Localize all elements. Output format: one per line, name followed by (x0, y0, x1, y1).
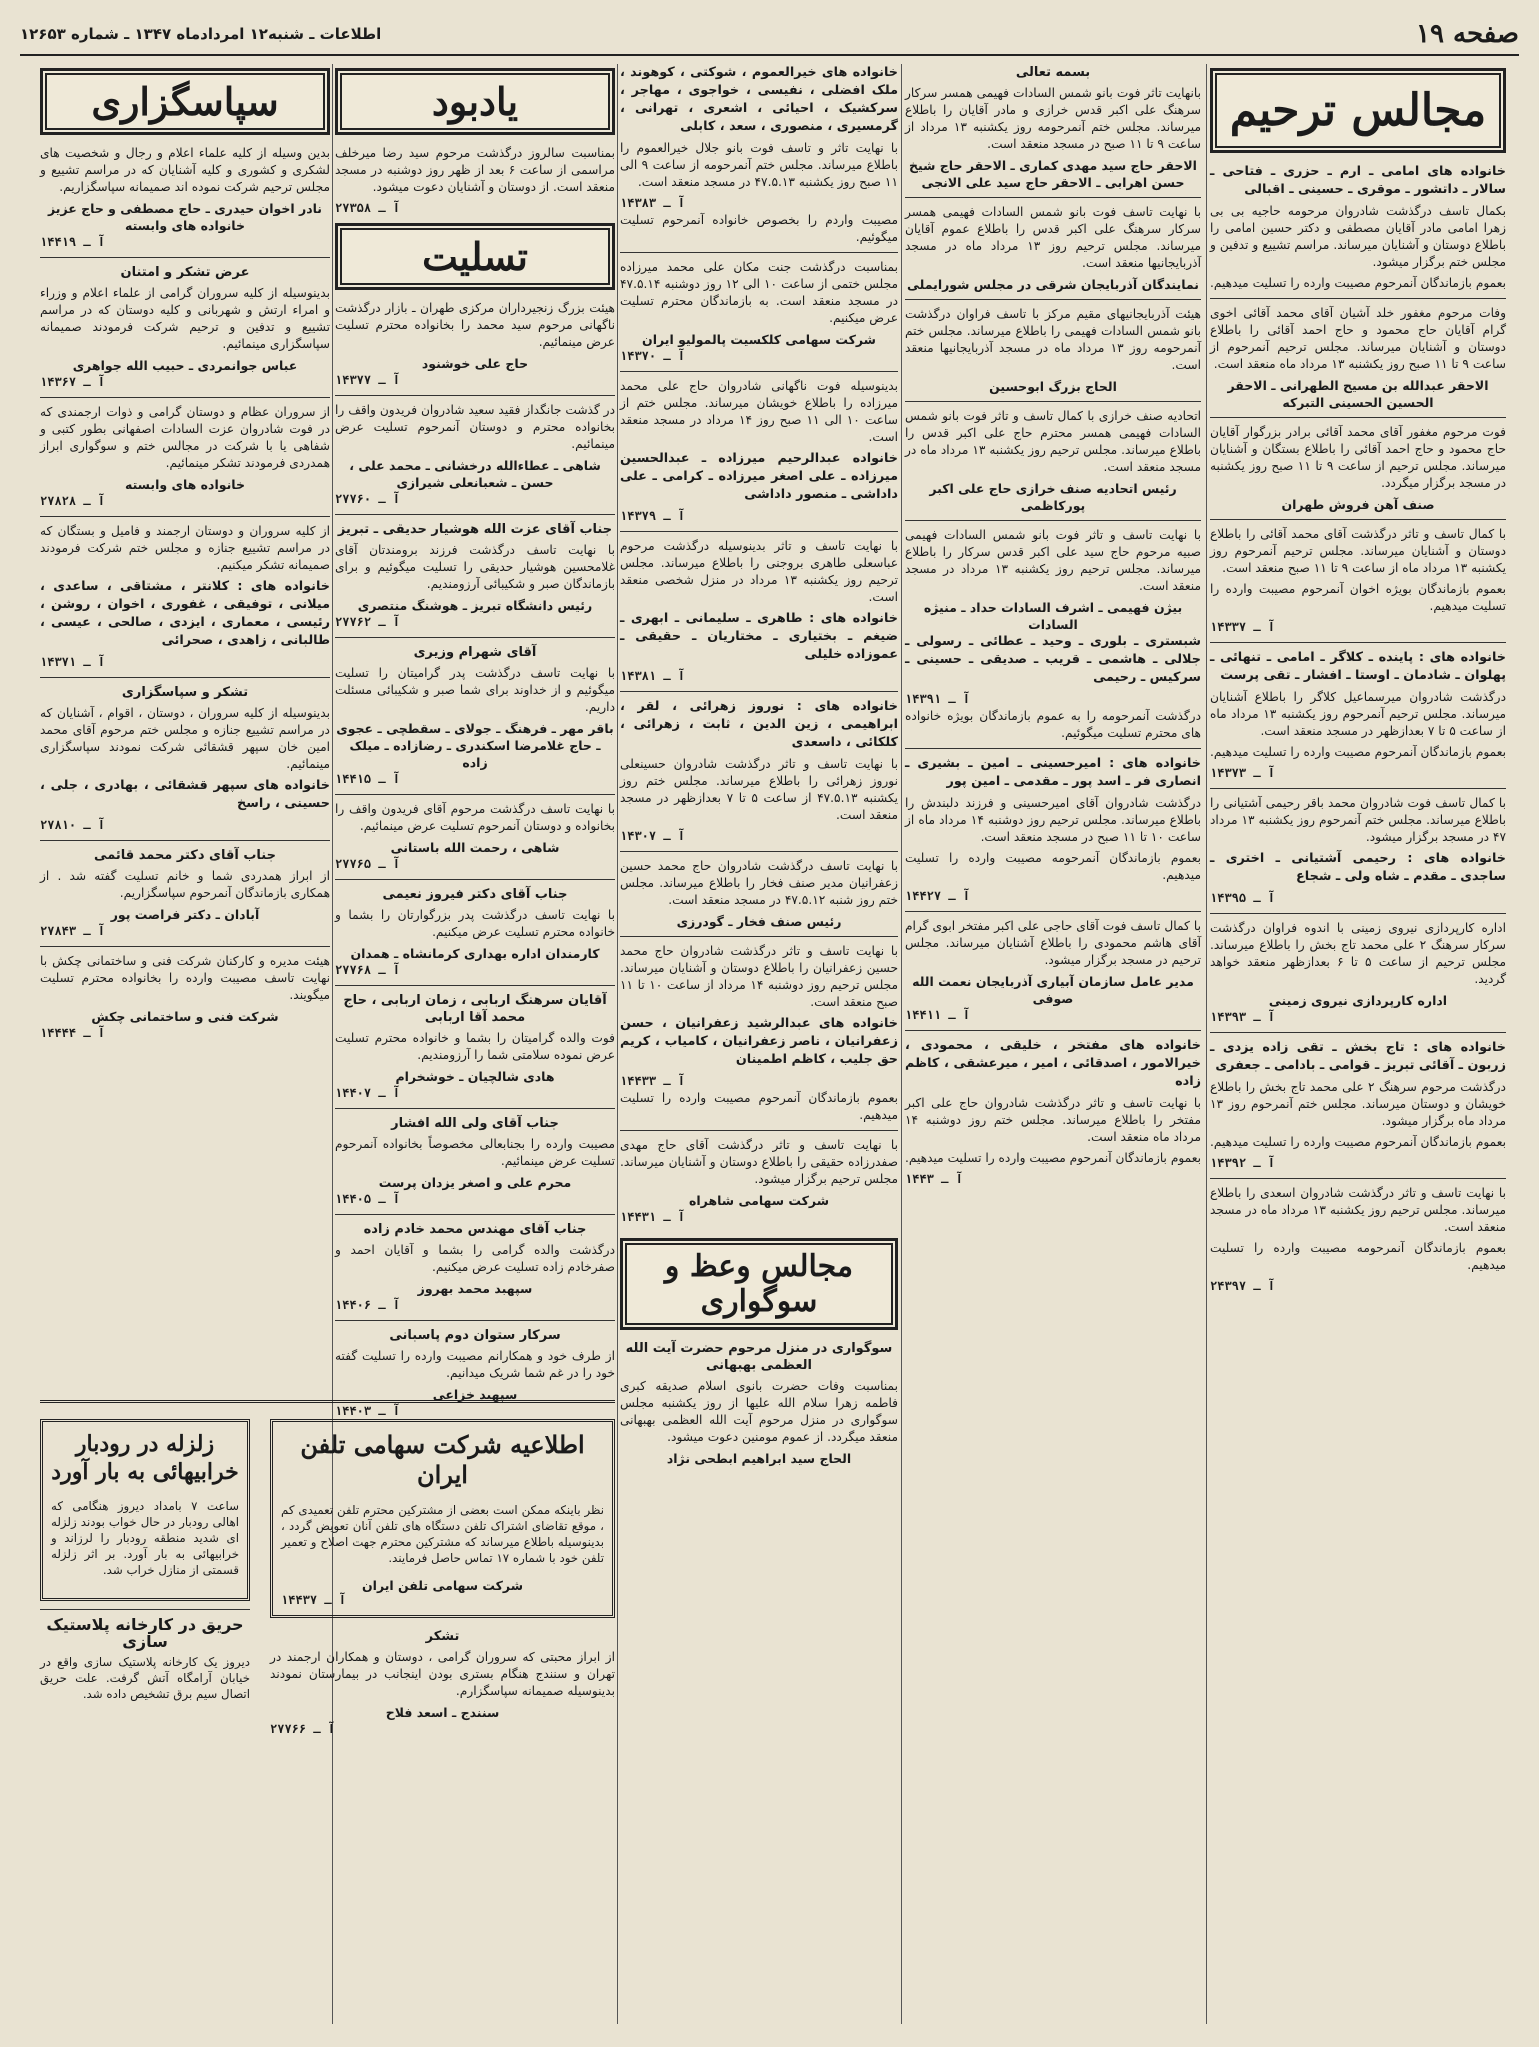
notice-close: بعموم بازماندگان آنمرحوم مصیبت وارده را تسلیت میدهیم. (1210, 276, 1506, 290)
notice-body: با نهایت تاسف و تاثر فوت بانو شمس السادات فهیمی صبیه مرحوم حاج سید علی اکبر قدس سرکار را باطلاع میرساند. مجلس ترحیم روز یکشنبه ۱۳ مرداد در مسجد منعقد است. (905, 528, 1202, 593)
divider (620, 691, 898, 692)
signature: باقر مهر ـ فرهنگ ـ جولای ـ سقطچی ـ عجوی ـ حاج غلامرضا اسکندری ـ رضازاده ـ میلک زاده (336, 721, 614, 770)
signature: هادی شالچیان ـ خوشخرام (395, 1069, 555, 1084)
notice-body: اتحادیه صنف خرازی با کمال تاسف و تاثر فوت بانو شمس السادات فهیمی همسر محترم حاج علی اکبر قدس را باطلاع میرساند. مجلس ترحیم روز یکشنبه ۱۳ مرداد ماه در مسجد منعقد است. (905, 409, 1202, 474)
signature: رئیس صنف فخار ـ گودرزی (676, 914, 842, 929)
signature: سپهبد محمد بهروز (417, 1281, 533, 1296)
signature: شرکت سهامی شاهراه (689, 1193, 829, 1208)
ad-code: آ ـ ۲۷۷۶۰ (335, 492, 401, 506)
notice (620, 943, 898, 1124)
notice-body: درگذشت شادروان میرسماعیل کلاگر را باطلاع آشنایان میرساند. مجلس ترحیم آنمرحوم روز یکشنبه ۱۳ مرداد ماه از ساعت ۵ تا ۷ بعدازظهر در مسجد منعقد است. (1210, 690, 1506, 738)
signature: سنندج ـ اسعد فلاح (385, 1704, 500, 1720)
notice (270, 1628, 615, 1738)
signature: شرکت فنی و ساختمانی چکش (91, 1009, 279, 1024)
divider (905, 911, 1201, 912)
divider (620, 1130, 898, 1131)
divider (1210, 1178, 1506, 1179)
notice (905, 918, 1201, 1024)
ad-code: آ ـ ۱۴۳۳۷ (1210, 620, 1276, 634)
notice-close: درگذشت آنمرحومه را به عموم بازماندگان بویژه خانواده های محترم تسلیت میگوئیم. (905, 709, 1201, 740)
notice (905, 64, 1201, 191)
notice (1210, 649, 1506, 782)
families: خانواده های : تاج بخش ـ تقی زاده یزدی ـ زربون ـ آقائی تبریز ـ قوامی ـ بادامی ـ جعفری (1210, 1040, 1506, 1073)
notice-title: جناب آقای دکتر محمد قائمی (94, 848, 276, 863)
ad-code: آ ـ ۱۴۳۷۱ (40, 655, 106, 669)
news-body: ساعت ۷ بامداد دیروز هنگامی که اهالی رودبار در حال خواب بودند زلزله ای شدید منطقه رودبار را لرزاند و خرابیهائی به بار آورد. بر اثر زلزله قسمتی از منازل خراب شد. (51, 1498, 239, 1577)
ad-code: آ ـ ۱۴۳۹۲ (1210, 1156, 1276, 1170)
ad-code: آ ـ ۲۷۸۴۳ (40, 924, 106, 938)
notice-title: آقایان سرهنگ اربابی ، زمان اربابی ، حاج محمد آقا اربابی (343, 993, 607, 1025)
news-box (40, 1419, 250, 1601)
divider (620, 252, 898, 253)
notice-title: جناب آقای مهندس محمد خادم زاده (363, 1222, 587, 1237)
divider (1210, 642, 1506, 643)
column-obituaries (1210, 64, 1506, 2024)
column-rule (1206, 64, 1207, 2024)
notice-close: بعموم بازماندگان آنمرحومه مصیبت وارده را تسلیت میدهیم. (1210, 1241, 1506, 1272)
families: خانواده های : رحیمی آشتیانی ـ اختری ـ ساجدی ـ مقدم ـ شاه ولی ـ شجاع (1210, 851, 1506, 884)
divider (335, 514, 615, 515)
notice-body: فوت مرحوم مغفور آقای محمد آقائی برادر بزرگوار آقایان حاج محمود و حاج احمد آقائی را باطلاع بستگان و آشنایان میرساند. مجلس ترحیم از ساعت ۹ تا ۱۱ صبح روز یکشنبه در مسجد برگزار میگردد. (1210, 425, 1507, 490)
ad-code: آ ـ ۱۴۳۰۷ (620, 829, 686, 843)
notice (40, 684, 330, 834)
notice (335, 1115, 615, 1208)
notice-body: با نهایت تاسف درگذشت پدر گرامیتان را تسلیت میگوئیم و از خداوند برای شما صبر و شکیبائی مسئلت داریم. (335, 666, 615, 714)
signature: نادر اخوان حیدری ـ حاج مصطفی و حاج عزیز خانواده های وابسته (47, 201, 322, 233)
notice-body: هیئت بزرگ زنجیرداران مرکزی طهران ـ بازار درگذشت ناگهانی مرحوم سید محمد را بخانواده محترم تسلیت عرض مینمائیم. (335, 301, 615, 349)
families: خانواده عبدالرحیم میرزاده ـ عبدالحسین میرزاده ـ علی اصغر میرزاده ـ کرامی ـ علی داداشی ـ منصور داداشی (620, 451, 898, 502)
ad-code: آ ـ ۲۷۷۶۲ (335, 615, 401, 629)
column-rule (617, 64, 618, 2024)
issue-meta: اطلاعات ـ شنبه۱۲ امردادماه ۱۳۴۷ ـ شماره ۱۲۶۵۳ (20, 25, 382, 43)
signature: عباس جوانمردی ـ حبیب الله جواهری (72, 358, 298, 373)
signature: نمایندگان آذربایجان شرقی در مجلس شورایملی (907, 277, 1199, 292)
notice (905, 755, 1201, 905)
ad-code: آ ـ ۱۴۴۱۹ (40, 235, 106, 249)
notice (905, 527, 1201, 742)
notice (1210, 1039, 1506, 1172)
divider (905, 401, 1201, 402)
families: خانواده های مفتخر ، خلیقی ، محمودی ، خیرالامور ، اصدقائی ، امیر ، میرعشقی ، کاظم زاده (905, 1038, 1201, 1089)
notice-body: درگذشت شادروان آقای امیرحسینی و فرزند دلبندش را باطلاع میرساند. مجلس ترحیم روز دوشنبه ۱۴ مرداد ماه از ساعت ۱۰ تا ۱۱ صبح در مسجد منعقد است. (905, 796, 1201, 844)
notice (40, 264, 330, 391)
news-items (40, 1411, 250, 1708)
notice-title: تشکر و سپاسگزاری (121, 685, 249, 700)
signature: بیژن فهیمی ـ اشرف السادات حداد ـ منیژه السادات (923, 600, 1183, 632)
notice-body: با کمال تاسف فوت آقای حاجی علی اکبر مفتخر ابوی گرام آقای هاشم محمودی را باطلاع آشنایان میرساند. مجلس ترحیم در مسجد برگزار میشود. (905, 919, 1201, 967)
boxed-ad (270, 1419, 615, 1618)
notice (620, 538, 898, 685)
ad-code: آ ـ ۱۴۳۷۳ (1210, 766, 1276, 780)
divider (40, 840, 330, 841)
families: خانواده های خیرالعموم ، شوکتی ، کوهوند ، ملک افضلی ، نفیسی ، خواجوی ، مهاجر ، سرکشیک ، احیائی ، اشعری ، تهرانی ، گرمسیری ، منصوری ، سعد ، کابلی (620, 65, 898, 134)
section-title-yadbood: یادبود (335, 68, 615, 135)
divider (1210, 1032, 1506, 1033)
ad-code: آ ـ ۱۴۴۳۷ (281, 1592, 347, 1607)
ad-code: آ ـ ۲۷۷۶۶ (270, 1721, 336, 1736)
news-item (40, 1616, 250, 1702)
notice-close: بعموم بازماندگان آنمرحومه مصیبت وارده را تسلیت میدهیم. (905, 851, 1201, 882)
divider (40, 677, 330, 678)
signature: اداره کارپردازی نیروی زمینی (1268, 993, 1448, 1008)
notice-body: مصیبت وارده را بجنابعالی مخصوصاً بخانواده آنمرحوم تسلیت عرض مینمائیم. (335, 1137, 615, 1168)
notice-body: فوت والده گرامیتان را بشما و خانواده محترم تسلیت عرض نموده سلامتی شما را آرزومندیم. (335, 1031, 615, 1062)
notice-title: سرکار ستوان دوم پاسبانی (389, 1328, 561, 1343)
divider (335, 637, 615, 638)
column-rule (901, 64, 902, 2024)
notice-body: اداره کارپردازی نیروی زمینی با اندوه فراوان درگذشت سرکار سرهنگ ۲ علی محمد تاج بخش را باطلاع میرساند. مجلس ترحیم از ساعت ۵ تا ۶ بعدازظهر منعقد خواهد گردید. (1210, 921, 1507, 986)
signature: شرکت سهامی کلکسیت پالمولیو ایران (642, 332, 876, 347)
divider (1210, 298, 1506, 299)
divider (335, 1214, 615, 1215)
notice-body: با نهایت تاسف و تاثر درگذشت آقای حاج مهدی صفدرزاده حقیقی را باطلاع دوستان و آشنایان میرساند. مجلس ترحیم برگزار میشود. (620, 1138, 898, 1186)
notice (40, 953, 330, 1042)
notice-body: در گذشت جانگداز فقید سعید شادروان فریدون واقف را بخانواده محترم و دوستان آنمرحوم تسلیت عرض مینمائیم. (335, 403, 615, 451)
column-condolences (335, 64, 615, 1418)
notice-body: درگذشت مرحوم سرهنگ ۲ علی محمد تاج بخش را باطلاع خویشان و دوستان میرساند. مجلس ختم آنمرحوم روز ۱۳ مرداد ماه برگزار میشود. (1210, 1080, 1506, 1128)
notice-body: با نهایت تاسف و تاثر درگذشت شادروان حاج محمد حسین زعفرانیان را باطلاع دوستان و آشنایان میرساند. مجلس ترحیم روز دوشنبه ۱۴ مرداد از ساعت ۱۰ تا ۱۱ صبح منعقد است. (620, 944, 899, 1009)
notice (620, 378, 898, 525)
divider (620, 936, 898, 937)
signature: الاحقر عبدالله بن مسیح الطهرانی ـ الاحقر الحسین الحسینی التبرکه (1227, 378, 1489, 410)
notice (620, 698, 898, 845)
bottom-news-area (40, 1400, 615, 2033)
signature: الحاج سید ابراهیم ابطحی نژاد (666, 1451, 852, 1466)
notice (1210, 424, 1506, 513)
ad-code: آ ـ ۱۴۳۷۰ (620, 349, 686, 363)
ad-code: آ ـ ۱۴۴۲۷ (905, 889, 971, 903)
notice (1210, 526, 1506, 636)
notice-body: با نهایت تاسف درگذشت شادروان حاج محمد حسین زعفرانیان مدیر صنف فخار را باطلاع میرساند. مجلس ختم روز شنبه ۴۷.۵.۱۲ در مسجد منعقد است. (620, 859, 898, 907)
notice-body: با نهایت تاسف درگذشت پدر بزرگوارتان را بشما و خانواده محترم تسلیت عرض میکنیم. (335, 908, 615, 939)
signature: الاحقر حاج سید مهدی کماری ـ الاحقر حاج شیخ حسن اهرابی ـ الاحقر حاج سید علی الانجی (909, 158, 1197, 190)
notice-body: با نهایت تاثر و تاسف فوت بانو جلال خیرالعموم را باطلاع میرساند. مجلس ختم آنمرحومه از ساعت ۹ الی ۱۱ صبح روز یکشنبه ۴۷.۵.۱۳ در مسجد منعقد است. (620, 141, 898, 189)
signature: رئیس اتحادیه صنف خرازی حاج علی اکبر پورکاظمی (929, 481, 1177, 513)
divider (620, 851, 898, 852)
ad-code: آ ـ ۱۴۴۱۱ (905, 1008, 971, 1022)
families: خانواده های : طاهری ـ سلیمانی ـ ابهری ـ ضیغم ـ بختیاری ـ مختاریان ـ حقیقی ـ عموزاده خلیلی (620, 611, 898, 662)
divider (40, 397, 330, 398)
section-title-sepasgozari: سپاسگزاری (40, 68, 330, 135)
divider (335, 1320, 615, 1321)
signature: محرم علی و اصغر یزدان پرست (378, 1175, 572, 1190)
notice (335, 1221, 615, 1314)
section-title-majales-tarhim: مجالس ترحیم (1210, 68, 1506, 153)
signature: سپهبد خزاعی (432, 1387, 518, 1402)
divider (620, 531, 898, 532)
divider (905, 1030, 1201, 1031)
ad-code: آ ـ ۱۴۳۷۷ (335, 373, 401, 387)
notice (620, 64, 898, 246)
notice (620, 259, 898, 365)
notice (335, 801, 615, 873)
notice (905, 1037, 1201, 1188)
notice (620, 858, 898, 930)
families: شبستری ـ بلوری ـ وحید ـ عطائی ـ رسولی ـ جلالی ـ هاشمی ـ قریب ـ صدیقی ـ حسینی ـ سرکیس ـ رحیمی (905, 634, 1201, 685)
notice-close: بعموم بازماندگان آنمرحوم مصیبت وارده را تسلیت میدهیم. (1210, 745, 1506, 759)
column-obituaries-3 (620, 64, 898, 2024)
signature: الحاج بزرگ ابوحسین (989, 379, 1117, 394)
notice (1210, 305, 1506, 411)
notice-body: با نهایت تاسف و تاثر درگذشت شادروان حسینعلی نوروز زهرائی را باطلاع میرساند. مجلس ختم روز یکشنبه ۴۷.۵.۱۳ از ساعت ۵ تا ۷ بعدازظهر در مسجد منعقد است. (620, 757, 898, 822)
notice (40, 145, 330, 251)
divider (335, 395, 615, 396)
divider (620, 371, 898, 372)
divider (40, 257, 330, 258)
news-headline: زلزله در رودبار خرابیهائی به بار آورد (51, 1431, 239, 1485)
divider (905, 520, 1201, 521)
signature: رئیس دانشگاه تبریز ـ هوشنگ منتصری (357, 598, 593, 613)
divider (335, 879, 615, 880)
notice (1210, 163, 1506, 292)
divider (335, 1108, 615, 1109)
ad-code: آ ـ ۱۴۳۸۱ (620, 669, 686, 683)
ad-code: آ ـ ۱۴۴۱۵ (335, 772, 401, 786)
ad-code: آ ـ ۲۷۷۶۸ (335, 963, 401, 977)
notice-title: سوگواری در منزل مرحوم حضرت آیت الله العظمی بهبهانی (625, 1341, 893, 1373)
families: خانواده های امامی ـ ارم ـ حزری ـ فتاحی ـ سالار ـ داتشور ـ موقری ـ حسینی ـ اقبالی (1210, 164, 1506, 197)
divider (40, 946, 330, 947)
divider (905, 197, 1201, 198)
ad-code: آ ـ ۱۴۴۰۷ (335, 1086, 401, 1100)
signature: آبادان ـ دکتر فراصت پور (110, 907, 260, 922)
news-headline: حریق در کارخانه پلاستیک سازی (46, 1614, 244, 1651)
telephone-notice (270, 1411, 615, 1744)
notice (335, 644, 615, 788)
notice-title: جناب آقای دکتر فیروز نعیمی (382, 887, 568, 902)
notice-title: جناب آقای عزت الله هوشیار حدیقی ـ تبریز (337, 522, 613, 537)
notice-body: با کمال تاسف و تاثر درگذشت آقای محمد آقائی را باطلاع دوستان و آشنایان میرساند. مجلس ترحیم آنمرحوم روز یکشنبه ۱۳ مرداد ماه از ساعت ۹ تا ۱۱ صبح منعقد است. (1210, 527, 1506, 575)
divider (905, 748, 1201, 749)
notice (40, 523, 330, 671)
signature: خانواده های وابسته (125, 477, 245, 492)
ad-title: اطلاعیه شرکت سهامی تلفن ایران (300, 1430, 585, 1489)
notice-body: درگذشت والده گرامی را بشما و آقایان احمد و صفرخادم زاده تسلیت عرض میکنیم. (335, 1243, 615, 1274)
notice (335, 145, 615, 217)
notice-body: با نهایت تاسف و تاثر بدینوسیله درگذشت مرحوم عباسعلی طاهری بروجنی را باطلاع میرساند. مجلس ترحیم روز یکشنبه ۱۳ مرداد در منزل شخصی منعقد است. (620, 539, 898, 604)
ad-code: آ ـ ۲۷۳۵۸ (335, 201, 401, 215)
divider (1210, 519, 1506, 520)
ad-code: آ ـ ۱۴۳۹۱ (905, 692, 971, 706)
divider (335, 794, 615, 795)
families: خانواده های سپهر قشقائی ، بهادری ، جلی ، حسینی ، راسخ (40, 778, 330, 811)
divider (40, 1609, 250, 1610)
column-thanks (40, 64, 330, 1384)
notice-body: از سروران عظام و دوستان گرامی و ذوات ارجمندی که در فوت شادروان عزت السادات اصفهانی بطور کتبی و شفاهی یا با شرکت در مجالس ختم و سوگواری ابراز همدردی فرمودند تشکر مینمائیم. (40, 405, 330, 470)
divider (1210, 417, 1506, 418)
notice-body: هیئت مدیره و کارکنان شرکت فنی و ساختمانی چکش با نهایت تاسف مصیبت وارده را بخانواده محترم تسلیت میگویند. (40, 954, 330, 1002)
notice-close: بعموم بازماندگان آنمرحوم مصیبت وارده را تسلیت میدهیم. (905, 1151, 1201, 1165)
notice-title: عرض تشکر و امتنان (120, 265, 250, 280)
notice-close: بعموم بازماندگان آنمرحوم مصیبت وارده را تسلیت میدهیم. (620, 1091, 898, 1122)
notice (40, 404, 330, 510)
ad-code: آ ـ ۱۴۴۳۳ (620, 1074, 686, 1088)
signature: حاج علی خوشنود (421, 356, 529, 371)
ad-code: آ ـ ۱۴۴۴۴ (40, 1026, 106, 1040)
ad-code: آ ـ ۱۴۳۹۵ (1210, 891, 1276, 905)
notice (1210, 795, 1506, 907)
notice (1210, 1185, 1506, 1295)
notice (905, 408, 1201, 514)
ad-code: آ ـ ۲۷۸۱۰ (40, 818, 106, 832)
signature: صنف آهن فروش طهران (1281, 497, 1435, 512)
notice (905, 306, 1201, 395)
notice-body: از کلیه سروران و دوستان ارجمند و فامیل و بستگان که در مراسم تشییع جنازه و مجلس ختم شرکت فرمودند صمیمانه تشکر میکنیم. (40, 524, 330, 572)
ad-code: آ ـ ۱۴۳۹۳ (1210, 1010, 1276, 1024)
ad-code: آ ـ ۱۴۴۳۱ (620, 1210, 686, 1224)
ad-code: آ ـ ۲۴۳۹۷ (1210, 1279, 1276, 1293)
notice-body: بدین وسیله از کلیه علماء اعلام و رجال و شخصیت های لشکری و کشوری و کلیه آشنایان که در مراسم تشییع و مجلس ترحیم شرکت نموده اند صمیمانه سپاسگزاریم. (40, 146, 330, 194)
divider (1210, 913, 1506, 914)
page-number: صفحه ۱۹ (1416, 19, 1519, 49)
notice (335, 886, 615, 979)
divider (335, 985, 615, 986)
notice (335, 992, 615, 1102)
divider (40, 516, 330, 517)
notice-body: بانهایت تاثر فوت بانو شمس السادات فهیمی همسر سرکار سرهنگ علی اکبر قدس خرازی و مادر آقایان را باطلاع میرساند. مجلس ختم آنمرحومه روز یکشنبه ۱۳ مرداد از ساعت ۹ تا ۱۱ صبح در مسجد منعقد است. (905, 86, 1201, 151)
notice-body: از طرف خود و همکارانم مصیبت وارده را تسلیت گفته خود را در غم شما شریک میدانیم. (335, 1349, 615, 1380)
ad-code: آ ـ ۱۴۴۰۳ (335, 1404, 401, 1418)
ad-body: نظر باینکه ممکن است بعضی از مشترکین محترم تلفن تعمیدی کم ، موقع تقاضای اشتراک تلفن دستگاه های تلفن آنان تعویض گردد ، بدینوسیله باطلاع میرساند که مشترکین محترم جهت اصلاح و تعمیر تلفن خود با شماره ۱۷ تماس حاصل فرمایند. (281, 1502, 604, 1565)
signature: کارمندان اداره بهداری کرمانشاه ـ همدان (350, 946, 600, 961)
notice-body: با نهایت تاسف و تاثر درگذشت شادروان اسعدی را باطلاع میرساند. مجلس ترحیم روز یکشنبه ۱۳ مرداد ماه در مسجد منعقد است. (1210, 1186, 1506, 1234)
notice-close: بعموم بازماندگان آنمرحوم مصیبت وارده را تسلیت میدهیم. (1210, 1135, 1506, 1149)
ad-code: آ ـ ۱۴۴۰۶ (335, 1298, 401, 1312)
divider (905, 299, 1201, 300)
page-header (20, 14, 1519, 56)
notice-body: با کمال تاسف فوت شادروان محمد باقر رحیمی آشتیانی را باطلاع میرساند. مجلس ختم آنمرحوم روز یکشنبه ۱۳ مرداد ۴۷ در مسجد برگزار میشود. (1210, 796, 1506, 844)
notice-body: بدینوسیله فوت ناگهانی شادروان حاج علی محمد میرزاده را باطلاع خویشان میرساند. مجلس ختم از ساعت ۱۰ الی ۱۱ صبح روز ۱۴ مرداد در مسجد منعقد است. (620, 379, 898, 444)
notice (335, 402, 615, 508)
notice-body: بدینوسیله از کلیه سروران گرامی از علماء اعلام و وزراء و امراء ارتش و شهربانی و کلیه دوستان که در مراسم تشییع و تدفین و ترحیم شرکت فرمودند صمیمانه سپاسگزاری مینمائیم. (40, 286, 330, 351)
notice (335, 521, 615, 631)
notice (620, 1340, 898, 1467)
notice-body: با نهایت تاسف درگذشت فرزند برومندتان آقای غلامحسین هوشیار حدیقی را تسلیت میگوئیم و برای بازماندگان صبر و شکیبائی آرزومندیم. (335, 543, 615, 591)
notice-body: از ابراز محبتی که سروران گرامی ، دوستان و همکاران ارجمند در تهران و سنندج هنگام بستری بودن اینجانب در بیمارستان نمودند بدینوسیله صمیمانه سپاسگزارم. (270, 1649, 615, 1698)
ad-code: آ ـ ۲۷۷۶۵ (335, 857, 401, 871)
notice (905, 204, 1201, 293)
families: خانواده های : نوروز زهرائی ، لقر ، ابراهیمی ، زین الدین ، ثابت ، زهرائی ، کلکائی ، داسعدی (620, 699, 898, 750)
notice (40, 847, 330, 940)
divider (1210, 788, 1506, 789)
notice-title: تشکر (425, 1628, 460, 1644)
section-title-tasliat: تسلیت (335, 223, 615, 290)
notice-body: با نهایت تاسف فوت بانو شمس السادات فهیمی همسر سرکار سرهنگ علی اکبر قدس را باطلاع عموم آقایان میرساند. مجلس ترحیم روز ۱۳ مرداد ماه در مسجد آذربایجانیها منعقد است. (905, 205, 1201, 270)
notice (335, 300, 615, 389)
notice (1210, 920, 1506, 1026)
notice-close: بعموم بازماندگان بویژه اخوان آنمرحوم مصیبت وارده را تسلیت میدهیم. (1210, 582, 1506, 613)
notice-title: آقای شهرام وزیری (413, 645, 537, 660)
notice-body: بمناسبت سالروز درگذشت مرحوم سید رضا میرخلف مراسمی از ساعت ۶ بعد از ظهر روز دوشنبه در مسجد منعقد است. از دوستان و آشنایان دعوت میشود. (335, 146, 615, 194)
notice-title: بسمه تعالی (1015, 65, 1091, 80)
notice (620, 1137, 898, 1226)
signature: شرکت سهامی تلفن ایران (362, 1577, 523, 1593)
column-obituaries-2 (905, 64, 1201, 2024)
ad-code: آ ـ ۱۴۳۸۳ (620, 196, 686, 210)
ad-code: آ ـ ۱۴۴۰۵ (335, 1192, 401, 1206)
notice-body: بمناسبت درگذشت جنت مکان علی محمد میرزاده مجلس ختمی از ساعت ۱۰ الی ۱۲ روز دوشنبه ۴۷.۵.۱۴ در مسجد منعقد است. به بازماندگان محترم تسلیت عرض میکنیم. (620, 260, 898, 325)
ad-code: آ ـ ۲۷۸۲۸ (40, 494, 106, 508)
notice-body: بکمال تاسف درگذشت شادروان مرحومه حاجیه بی بی زهرا امامی مادر آقایان مصطفی و دکتر حسین امامی را باطلاع دوستان و آشنایان میرساند. مراسم تشییع و تدفین و مجلس ختم برگزار میشود. (1210, 204, 1506, 269)
ad-code: آ ـ ۱۴۴۳ (905, 1172, 963, 1186)
notice-close: مصیبت واردم را بخصوص خانواده آنمرحوم تسلیت میگوئیم. (620, 213, 898, 244)
notice-body: هیئت آذربایجانیهای مقیم مرکز با تاسف فراوان درگذشت بانو شمس السادات فهیمی را باطلاع میرساند. مجلس ختم آنمرحومه روز ۱۳ مرداد ماه در مسجد آذربایجانیها منعقد است. (905, 307, 1201, 372)
families: خانواده های : کلانتر ، مشتاقی ، ساعدی ، میلانی ، توفیقی ، غفوری ، اخوان ، روشن ، رئیسی ، معماری ، ایزدی ، صالحی ، عیسی ، طالبانی ، زاهدی ، صحرائی (40, 579, 330, 648)
signature: مدیر عامل سازمان آبیاری آذربایجان نعمت الله صوفی (912, 974, 1194, 1006)
section-title-majales-vaz: مجالس وعظ و سوگواری (620, 1238, 898, 1330)
notice-body: بمناسبت وفات حضرت بانوی اسلام صدیقه کبری فاطمه زهرا سلام الله علیها از روز یکشنبه مجلس سوگواری در منزل مرحوم آیت الله العظمی بهبهانی منعقد میگردد. از عموم مومنین دعوت میشود. (620, 1379, 898, 1444)
signature: شاهی ـ عطاءالله درخشانی ـ محمد علی ، حسن ـ شعبانعلی شیرازی (349, 458, 601, 490)
notice-body: وفات مرحوم مغفور خلد آشیان آقای محمد آقائی اخوی گرام آقایان حاج محمود و حاج احمد آقائی را باطلاع دوستان و آشنایان میرساند. مجلس ترحیم آنمرحوم از ساعت ۹ تا ۱۱ صبح روز یکشنبه ۱۳ مرداد ماه منعقد است. (1210, 306, 1506, 371)
notice-body: بدینوسیله از کلیه سروران ، دوستان ، اقوام ، آشنایان که در مراسم تشییع جنازه و مجلس ختم مرحوم آقای محمد امین خان سپهر قشقائی شرکت نمودند سپاسگزاری مینمائیم. (40, 706, 330, 771)
signature: شاهی ، رحمت الله باستانی (390, 840, 560, 855)
news-body: دیروز یک کارخانه پلاستیک سازی واقع در خیابان آرامگاه آتش گرفت. علت حریق اتصال سیم برق تشخیص داده شد. (40, 1654, 250, 1701)
notice-body: با نهایت تاسف و تاثر درگذشت شادروان حاج علی اکبر مفتخر را باطلاع میرساند. مجلس ختم روز دوشنبه ۱۴ مرداد ماه منعقد است. (905, 1096, 1201, 1144)
ad-code: آ ـ ۱۴۳۷۹ (620, 509, 686, 523)
families: خانواده های : پاینده ـ کلاگر ـ امامی ـ تنهائی ـ پهلوان ـ شادمان ـ اوستا ـ افشار ـ تقی پرست (1210, 650, 1506, 683)
families: خانواده های عبدالرشید زعفرانیان ، حسن زعفرانیان ، ناصر زعفرانیان ، کامیاب ، کریم حق جلیب ، کاظم اطمینان (620, 1016, 898, 1067)
families: خانواده های : امیرحسینی ـ امین ـ بشیری ـ انصاری فر ـ اسد پور ـ مقدمی ـ امین پور (905, 756, 1201, 789)
ad-code: آ ـ ۱۴۳۶۷ (40, 375, 106, 389)
notice-body: با نهایت تاسف درگذشت مرحوم آقای فریدون واقف را بخانواده و دوستان آنمرحوم تسلیت عرض مینمائیم. (335, 802, 615, 833)
notice-body: از ابراز همدردی شما و خانم تسلیت گفته شد . از همکاری بازماندگان آنمرحوم سپاسگزاریم. (40, 869, 330, 900)
notice-title: جناب آقای ولی الله افشار (391, 1116, 559, 1131)
